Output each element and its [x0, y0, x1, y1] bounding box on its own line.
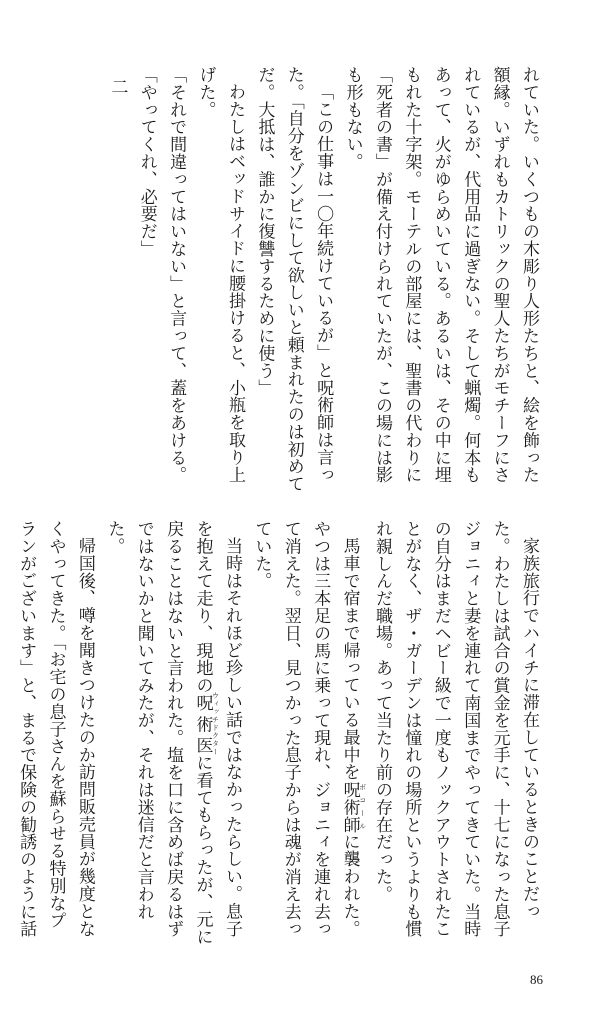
- ruby-base: 呪術師: [339, 780, 360, 833]
- lower-text-block: [16, 520, 543, 946]
- ruby-text: ボコール: [358, 780, 367, 833]
- ruby-text: ウィッチドクター: [211, 692, 220, 757]
- upper-text-block: [73, 66, 543, 494]
- paragraph: 「この仕事は一〇年続けているが」と呪術師は言った。「自分をゾンビにして欲しいと頼まれたのは初めてだ。大抵は、誰かに復讐するために使う」: [254, 66, 334, 493]
- paragraph: [99, 520, 246, 946]
- page-number: 86: [530, 972, 543, 987]
- paragraph: [246, 520, 367, 946]
- text-run: に襲われた。やつは三本足の馬に乗って現れ、ジョニィを連れ去って消えた。翌日、見つかった息子からは魂が消え去っていた。: [251, 520, 360, 938]
- paragraph: れていた。いくつもの木彫り人形たちと、絵を飾った額縁。いずれもカトリックの聖人たちがモチーフにされているが、代用品に過ぎない。そして蝋燭。何本もあって、火がゆらめいている。あるいは、その中に埋もれた十字架。モーテルの部屋には、聖書の代わりに「死者の書」が備え付けられていたが、この場には影も形もない。: [342, 66, 539, 484]
- ruby-annotation: [192, 692, 220, 757]
- paragraph: 帰国後、噂を聞きつけたのか訪問販売員が幾度となくやってきた。「お宅の息子さんを蘇らせる特別なプランがございます」と、まるで保険の勧誘のように話: [16, 520, 95, 938]
- paragraph: 「それで間違ってはいない」と言って、蓋をあける。: [166, 66, 187, 484]
- text-run: 当時はそれほど珍しい話ではなかったらしい。息子を抱えて走り、現地の: [192, 520, 242, 938]
- ruby-base: 呪術医: [192, 692, 213, 757]
- paragraph: 「やってくれ、必要だ」: [136, 66, 157, 258]
- chapter-heading: 二: [107, 78, 128, 96]
- text-run: 馬車で宿まで帰っている最中を: [339, 537, 360, 781]
- paragraph: わたしはベッドサイドに腰掛けると、小瓶を取り上げた。: [195, 66, 245, 484]
- ruby-annotation: [339, 780, 367, 833]
- paragraph: 家族旅行でハイチに滞在しているときのことだった。わたしは試合の賞金を元手に、十七になった息子ジョニィと妻を連れて南国までやってきていた。当時の自分はまだヘビー級で一度もノックアウトされたことがなく、ザ・ガーデンは憧れの場所というよりも慣れ親しんだ職場。あって当たり前の存在だった。: [371, 520, 539, 938]
- text-run: に看てもらったが、元に戻ることはないと言われた。塩を口に含めば戻るはずではないかと聞いてみたが、それは迷信だと言われた。: [104, 520, 213, 946]
